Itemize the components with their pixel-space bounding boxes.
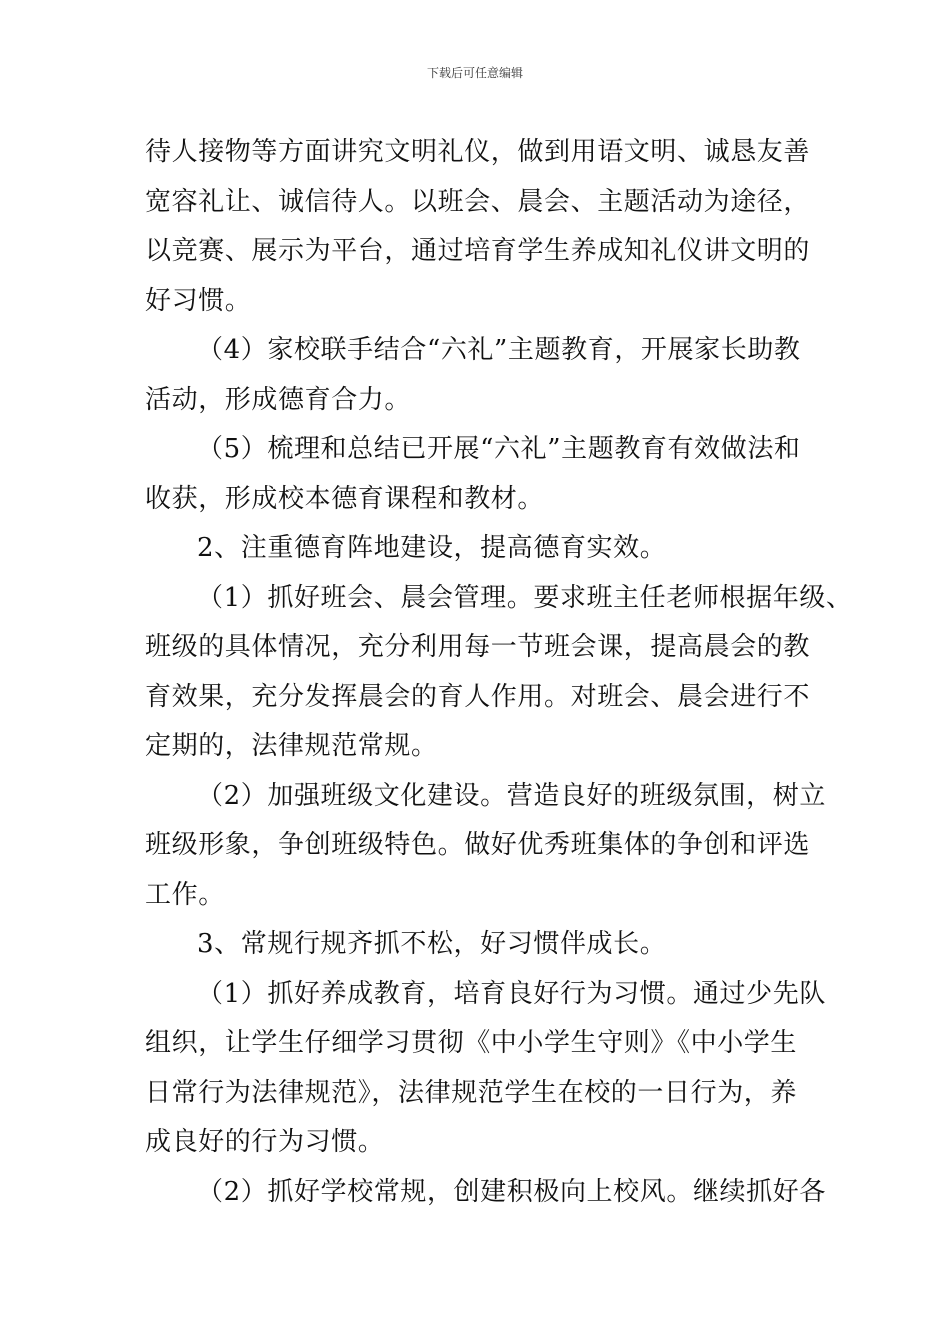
- text-line: （1）抓好养成教育，培育良好行为习惯。通过少先队: [197, 978, 826, 1009]
- text-line: （2）抓好学校常规，创建积极向上校风。继续抓好各: [197, 1176, 826, 1207]
- text-line: 定期的，法律规范常规。: [145, 731, 438, 761]
- text-line: （5）梳理和总结已开展“六礼”主题教育有效做法和: [197, 434, 801, 464]
- text-line: 成良好的行为习惯。: [145, 1127, 385, 1157]
- text-line: 日常行为法律规范》，法律规范学生在校的一日行为，养: [145, 1077, 798, 1108]
- text-line: 工作。: [145, 879, 225, 910]
- section-heading: 2、注重德育阵地建设，提高德育实效。: [197, 533, 667, 563]
- section-heading: 3、常规行规齐抓不松，好习惯伴成长。: [197, 929, 667, 959]
- text-line: 以竞赛、展示为平台，通过培育学生养成知礼仪讲文明的: [145, 236, 811, 266]
- text-line: 组织，让学生仔细学习贯彻《中小学生守则》《中小学生: [145, 1028, 798, 1058]
- text-line: 班级的具体情况，充分利用每一节班会课，提高晨会的教: [145, 632, 811, 662]
- text-line: 收获，形成校本德育课程和教材。: [145, 483, 545, 514]
- page-header: 下载后可任意编辑: [426, 66, 523, 80]
- text-line: 好习惯。: [145, 285, 252, 316]
- document-body: [145, 128, 853, 1217]
- text-line: （2）加强班级文化建设。营造良好的班级氛围，树立: [197, 780, 826, 811]
- text-line: 待人接物等方面讲究文明礼仪，做到用语文明、诚恳友善: [145, 137, 811, 167]
- text-line: 活动，形成德育合力。: [145, 384, 412, 415]
- text-line: 育效果，充分发挥晨会的育人作用。对班会、晨会进行不: [145, 681, 811, 712]
- text-line: （4）家校联手结合“六礼”主题教育，开展家长助教: [197, 335, 801, 365]
- text-line: 宽容礼让、诚信待人。以班会、晨会、主题活动为途径，: [145, 186, 811, 217]
- text-line: 班级形象，争创班级特色。做好优秀班集体的争创和评选: [145, 830, 811, 860]
- text-line: （1）抓好班会、晨会管理。要求班主任老师根据年级、: [197, 582, 853, 613]
